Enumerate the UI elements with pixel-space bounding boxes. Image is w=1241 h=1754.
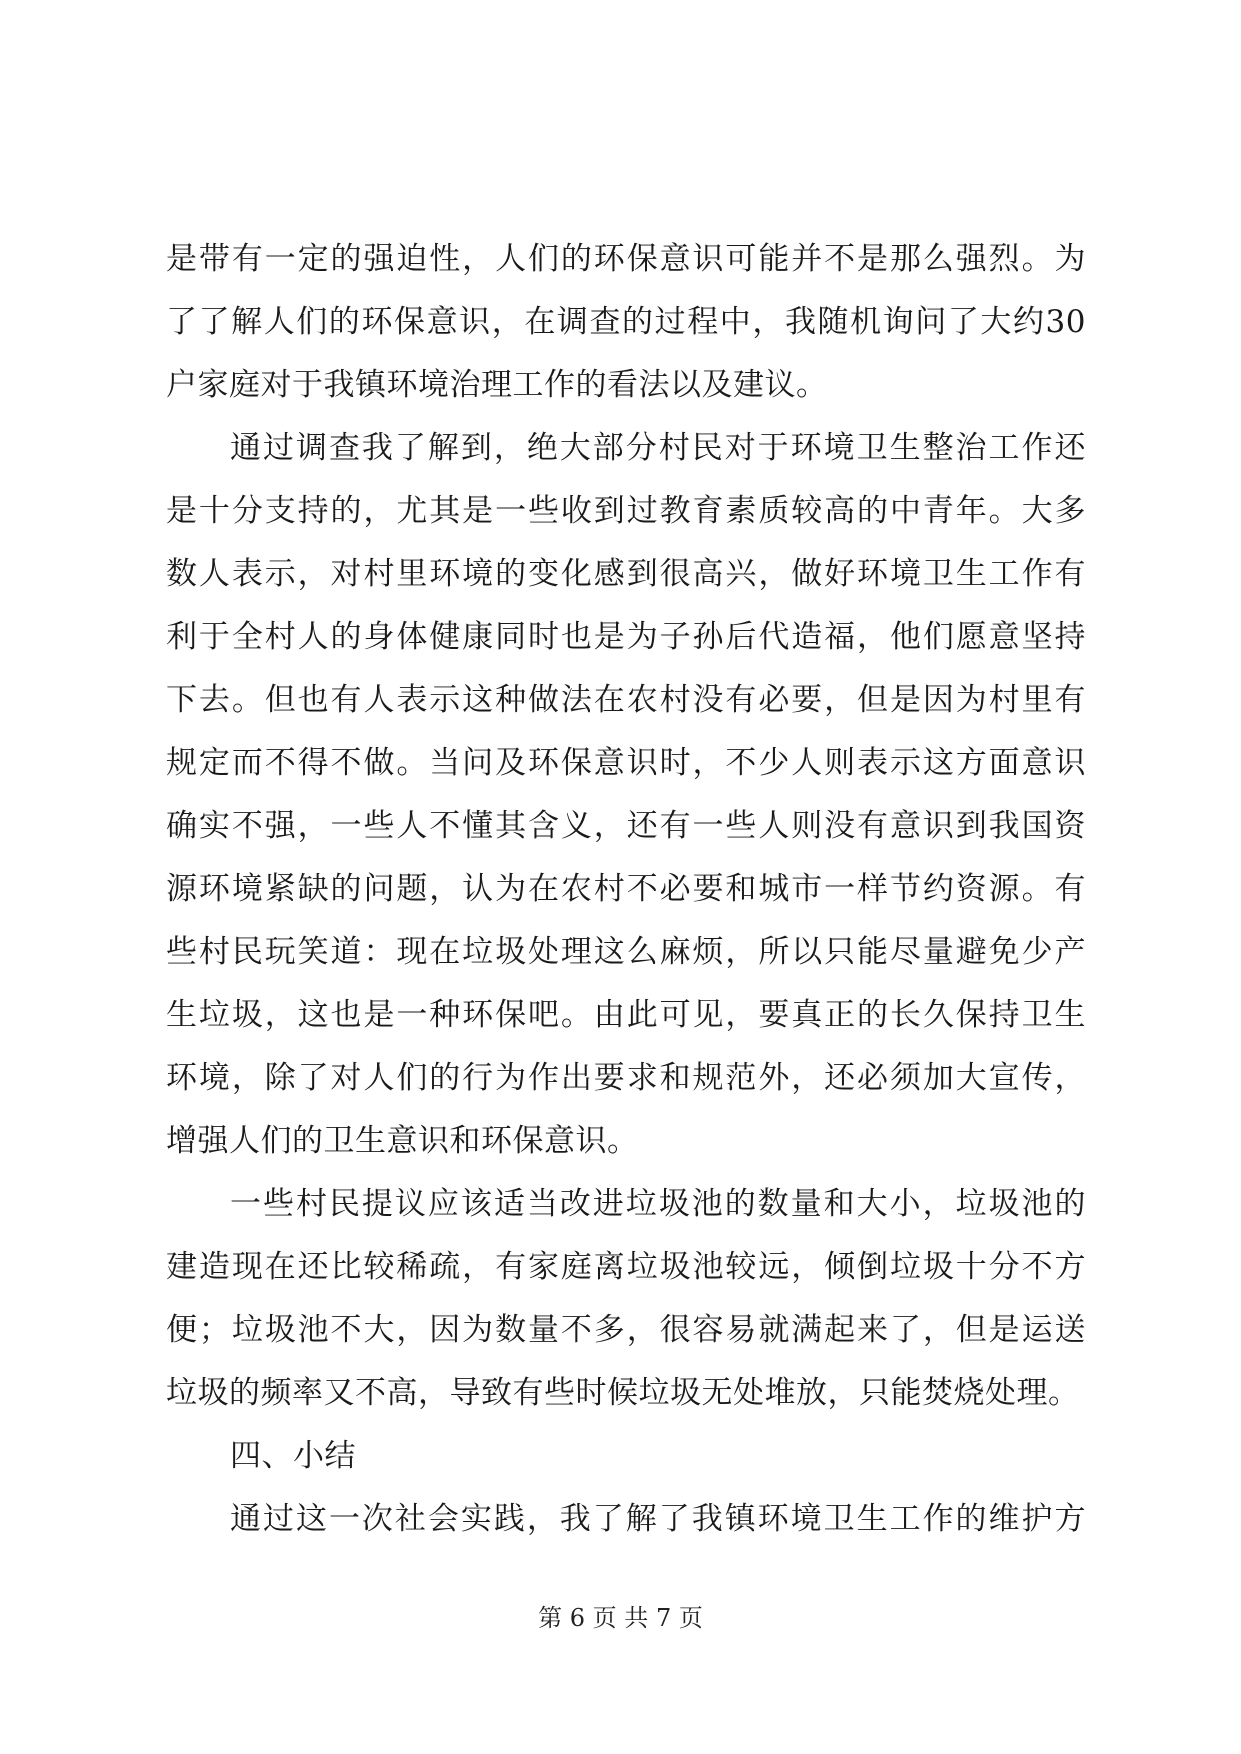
text-line: 下去。但也有人表示这种做法在农村没有必要，但是因为村里有 — [166, 682, 1086, 718]
text-line: 便；垃圾池不大，因为数量不多，很容易就满起来了，但是运送 — [166, 1312, 1086, 1348]
text-line: 生垃圾，这也是一种环保吧。由此可见，要真正的长久保持卫生 — [166, 997, 1086, 1033]
text-line: 建造现在还比较稀疏，有家庭离垃圾池较远，倾倒垃圾十分不方 — [166, 1249, 1086, 1285]
paragraph-start-line: 通过这一次社会实践，我了解了我镇环境卫生工作的维护方 — [230, 1501, 1086, 1537]
text-line: 垃圾的频率又不高，导致有些时候垃圾无处堆放，只能焚烧处理。 — [166, 1375, 1080, 1411]
text-line: 了了解人们的环保意识，在调查的过程中，我随机询问了大约30 — [166, 304, 1086, 340]
paragraph-start-line: 通过调查我了解到，绝大部分村民对于环境卫生整治工作还 — [230, 430, 1086, 466]
document-body — [166, 228, 1086, 1551]
text-line: 规定而不得不做。当问及环保意识时，不少人则表示这方面意识 — [166, 745, 1086, 781]
text-line: 是十分支持的，尤其是一些收到过教育素质较高的中青年。大多 — [166, 493, 1086, 529]
text-line: 数人表示，对村里环境的变化感到很高兴，做好环境卫生工作有 — [166, 556, 1086, 592]
text-line: 户家庭对于我镇环境治理工作的看法以及建议。 — [166, 367, 828, 403]
text-line: 是带有一定的强迫性，人们的环保意识可能并不是那么强烈。为 — [166, 241, 1086, 277]
text-line: 利于全村人的身体健康同时也是为子孙后代造福，他们愿意坚持 — [166, 619, 1086, 655]
text-line: 源环境紧缺的问题，认为在农村不必要和城市一样节约资源。有 — [166, 871, 1086, 907]
text-line: 增强人们的卫生意识和环保意识。 — [166, 1123, 639, 1159]
text-line: 确实不强，一些人不懂其含义，还有一些人则没有意识到我国资 — [166, 808, 1086, 844]
section-heading: 四、小结 — [230, 1438, 356, 1474]
page-number-footer: 第 6 页 共 7 页 — [538, 1604, 703, 1632]
text-line: 些村民玩笑道：现在垃圾处理这么麻烦，所以只能尽量避免少产 — [166, 934, 1086, 970]
text-line: 环境，除了对人们的行为作出要求和规范外，还必须加大宣传， — [166, 1060, 1086, 1096]
paragraph-start-line: 一些村民提议应该适当改进垃圾池的数量和大小，垃圾池的 — [230, 1186, 1086, 1222]
